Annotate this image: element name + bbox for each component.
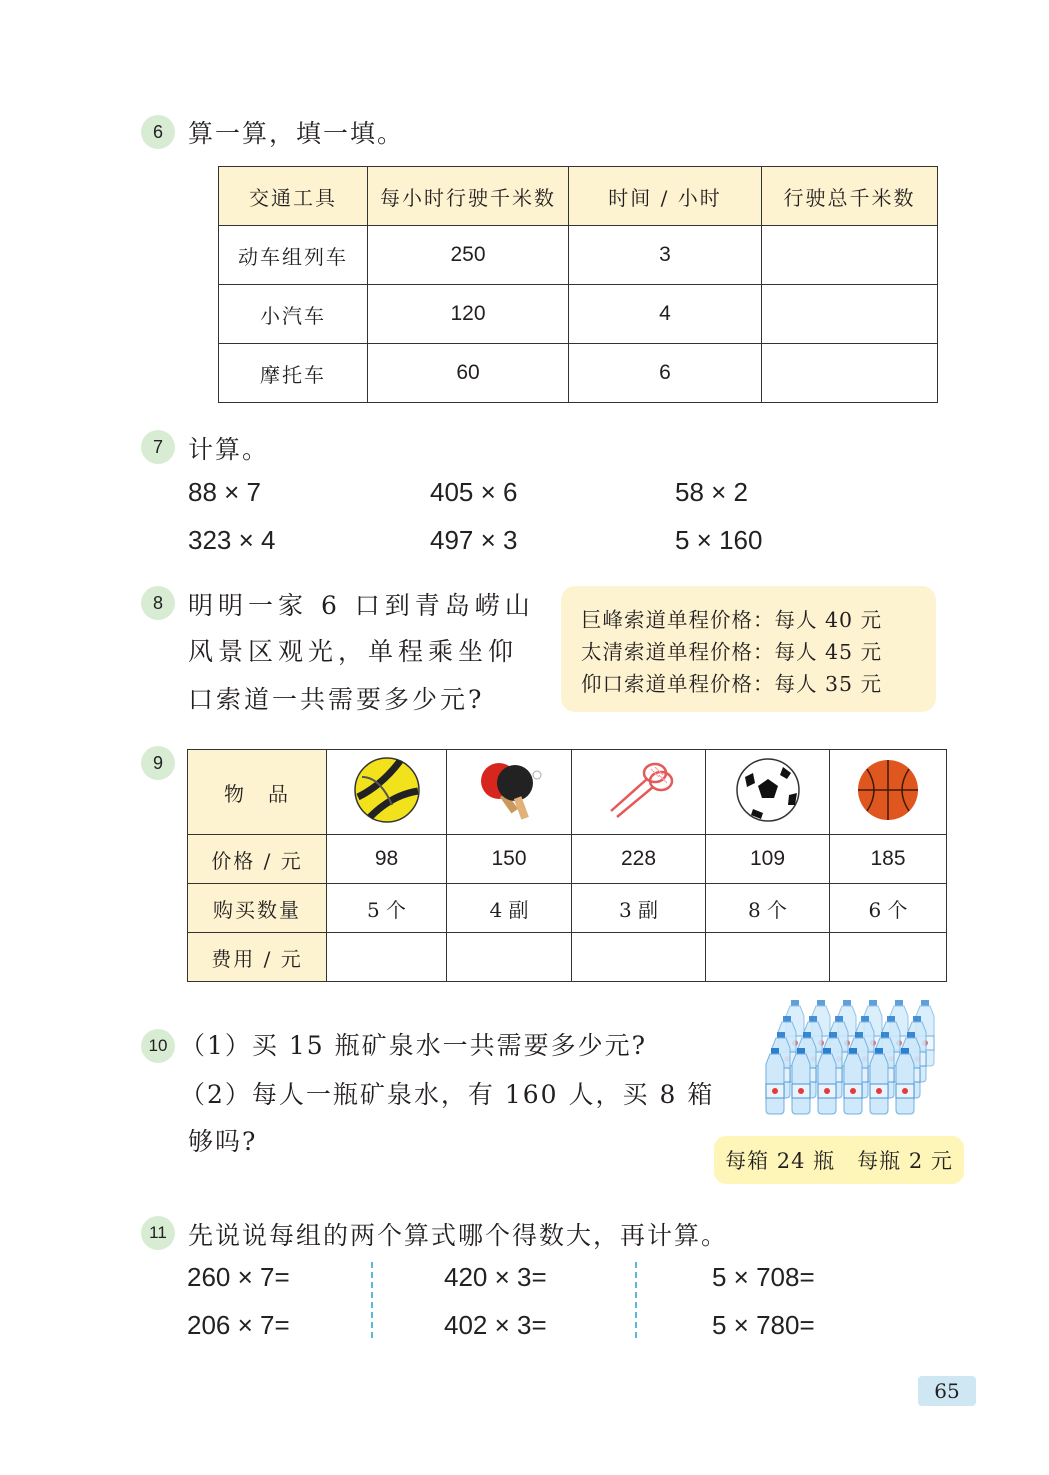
cost-answer-cell[interactable] xyxy=(572,933,706,982)
hours-cell: 4 xyxy=(569,285,762,344)
hours-cell: 3 xyxy=(569,226,762,285)
question-8-line: 口索道一共需要多少元? xyxy=(188,685,485,714)
question-11-instruction: 先说说每组的两个算式哪个得数大，再计算。 xyxy=(188,1221,729,1250)
table-row xyxy=(219,344,938,403)
hours-cell: 6 xyxy=(569,344,762,403)
speed-cell: 120 xyxy=(368,285,569,344)
quantity-cell: 8 个 xyxy=(706,884,830,933)
compare-expression: 5 × 780= xyxy=(712,1310,815,1340)
total-answer-cell[interactable] xyxy=(762,344,938,403)
cableway-price-box xyxy=(561,586,936,712)
row-label-quantity: 购买数量 xyxy=(188,884,327,933)
price-line: 太清索道单程价格：每人 45 元 xyxy=(581,640,883,664)
question-8-line: 明明一家 6 口到青岛崂山 xyxy=(188,591,535,620)
quantity-cell: 6 个 xyxy=(830,884,947,933)
compare-expression: 420 × 3= xyxy=(444,1262,547,1292)
row-label-items: 物 品 xyxy=(188,750,327,835)
quantity-cell: 5 个 xyxy=(327,884,447,933)
page-number: 65 xyxy=(918,1376,976,1406)
cost-answer-cell[interactable] xyxy=(327,933,447,982)
calc-expression: 323 × 4 xyxy=(188,525,276,555)
item-image-cell xyxy=(706,750,830,835)
price-cell: 228 xyxy=(572,835,706,884)
price-cell: 98 xyxy=(327,835,447,884)
items-row xyxy=(188,750,947,835)
header-vehicle: 交通工具 xyxy=(219,167,368,226)
question-8-line: 风景区观光，单程乘坐仰 xyxy=(188,637,519,666)
question-7-instruction: 计算。 xyxy=(188,435,270,464)
table-row xyxy=(219,285,938,344)
row-label-price: 价格 / 元 xyxy=(188,835,327,884)
vehicle-cell: 动车组列车 xyxy=(219,226,368,285)
price-cell: 185 xyxy=(830,835,947,884)
basketball-icon xyxy=(855,757,921,823)
cost-answer-cell[interactable] xyxy=(830,933,947,982)
vehicle-cell: 摩托车 xyxy=(219,344,368,403)
group-divider xyxy=(635,1262,637,1338)
question-number-8: 8 xyxy=(141,586,175,620)
compare-expression: 5 × 708= xyxy=(712,1262,815,1292)
calc-expression: 58 × 2 xyxy=(675,477,749,507)
price-line: 巨峰索道单程价格：每人 40 元 xyxy=(581,608,883,632)
compare-expression: 402 × 3= xyxy=(444,1310,547,1340)
total-answer-cell[interactable] xyxy=(762,285,938,344)
question-number-6: 6 xyxy=(141,115,175,149)
question-number-10: 10 xyxy=(141,1029,175,1063)
water-price-label: 每箱 24 瓶 每瓶 2 元 xyxy=(714,1136,964,1184)
badminton-rackets-icon xyxy=(599,755,679,825)
quantity-cell: 3 副 xyxy=(572,884,706,933)
speed-cell: 250 xyxy=(368,226,569,285)
vehicle-cell: 小汽车 xyxy=(219,285,368,344)
sports-items-table xyxy=(187,749,947,982)
price-row xyxy=(188,835,947,884)
compare-expression: 260 × 7= xyxy=(187,1262,290,1292)
question-number-9: 9 xyxy=(141,746,175,780)
question-10-line: （1）买 15 瓶矿泉水一共需要多少元? xyxy=(180,1031,648,1060)
question-10-line: 够吗? xyxy=(188,1127,258,1156)
item-image-cell xyxy=(830,750,947,835)
soccer-ball-icon xyxy=(733,755,803,825)
question-10-line: （2）每人一瓶矿泉水，有 160 人，买 8 箱 xyxy=(180,1080,715,1109)
question-number-11: 11 xyxy=(141,1216,175,1250)
price-cell: 109 xyxy=(706,835,830,884)
price-line: 仰口索道单程价格：每人 35 元 xyxy=(581,672,883,696)
speed-cell: 60 xyxy=(368,344,569,403)
group-divider xyxy=(371,1262,373,1338)
question-number-7: 7 xyxy=(141,430,175,464)
header-total: 行驶总千米数 xyxy=(762,167,938,226)
cost-row xyxy=(188,933,947,982)
item-image-cell xyxy=(572,750,706,835)
cost-answer-cell[interactable] xyxy=(706,933,830,982)
item-image-cell xyxy=(327,750,447,835)
cost-answer-cell[interactable] xyxy=(447,933,572,982)
question-6-instruction: 算一算，填一填。 xyxy=(188,119,405,148)
calc-expression: 497 × 3 xyxy=(430,525,518,555)
table-row xyxy=(219,226,938,285)
travel-table xyxy=(218,166,938,403)
calc-expression: 5 × 160 xyxy=(675,525,763,555)
ping-pong-paddles-icon xyxy=(469,755,549,825)
header-hours: 时间 / 小时 xyxy=(569,167,762,226)
calc-expression: 405 × 6 xyxy=(430,477,518,507)
quantity-cell: 4 副 xyxy=(447,884,572,933)
quantity-row xyxy=(188,884,947,933)
item-image-cell xyxy=(447,750,572,835)
header-speed: 每小时行驶千米数 xyxy=(368,167,569,226)
table-header-row xyxy=(219,167,938,226)
row-label-cost: 费用 / 元 xyxy=(188,933,327,982)
compare-expression: 206 × 7= xyxy=(187,1310,290,1340)
water-bottles-icon xyxy=(762,1000,942,1134)
calc-expression: 88 × 7 xyxy=(188,477,262,507)
total-answer-cell[interactable] xyxy=(762,226,938,285)
volleyball-icon xyxy=(352,755,422,825)
price-cell: 150 xyxy=(447,835,572,884)
